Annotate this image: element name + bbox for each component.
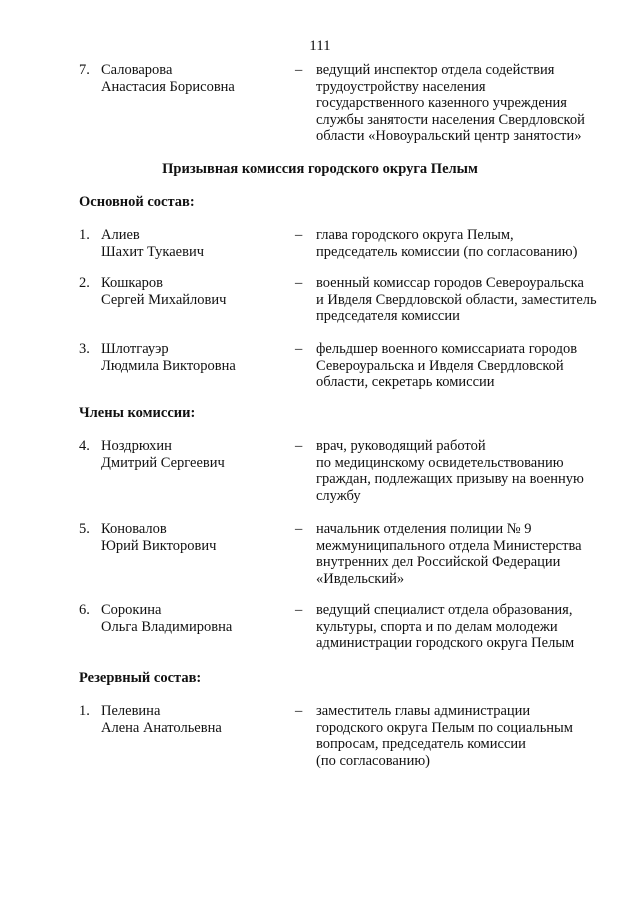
position-description: фельдшер военного комиссариата городов Североуральска и Ивделя Свердловской области, секретарь комиссии [316,341,578,390]
entry-number: 2. [79,275,90,291]
person-name: Саловарова Анастасия Борисовна [101,62,235,95]
position-description: ведущий специалист отдела образования, культуры, спорта и по делам молодежи администрации городского округа Пелым [316,602,575,651]
person-name: Пелевина Алена Анатольевна [101,703,222,736]
dash-separator: – [295,227,303,243]
entry-number: 5. [79,521,90,537]
dash-separator: – [295,275,303,291]
person-name: Шлотгауэр Людмила Викторовна [101,341,236,374]
entry-number: 1. [79,703,90,719]
entry-number: 1. [79,227,90,243]
entry-number: 3. [79,341,90,357]
dash-separator: – [295,438,303,454]
dash-separator: – [295,703,303,719]
position-description: военный комиссар городов Североуральска и Ивделя Свердловской области, заместитель председателя комиссии [316,275,597,324]
person-name: Сорокина Ольга Владимировна [101,602,233,635]
dash-separator: – [295,341,303,357]
page-number: 111 [309,38,331,54]
position-description: начальник отделения полиции № 9 межмуниципального отдела Министерства внутренних дел Российской Федерации «Ивдельский» [316,521,582,587]
position-description: врач, руководящий работой по медицинскому освидетельствованию граждан, подлежащих призыву на военную службу [316,438,584,504]
commission-title: Призывная комиссия городского округа Пелым [162,161,478,177]
section-title: Члены комиссии: [79,405,196,421]
dash-separator: – [295,62,303,78]
section-title: Резервный состав: [79,670,202,686]
dash-separator: – [295,602,303,618]
person-name: Кошкаров Сергей Михайлович [101,275,227,308]
entry-number: 7. [79,62,90,78]
position-description: глава городского округа Пелым, председатель комиссии (по согласованию) [316,227,578,260]
person-name: Алиев Шахит Тукаевич [101,227,205,260]
position-description: заместитель главы администрации городского округа Пелым по социальным вопросам, председатель комиссии (по согласованию) [316,703,573,769]
position-description: ведущий инспектор отдела содействия трудоустройству населения государственного казенного учреждения службы занятости населения Свердловской области «Новоуральский центр занятости» [316,62,585,144]
entry-number: 4. [79,438,90,454]
entry-number: 6. [79,602,90,618]
person-name: Коновалов Юрий Викторович [101,521,217,554]
dash-separator: – [295,521,303,537]
section-title: Основной состав: [79,194,195,210]
person-name: Ноздрюхин Дмитрий Сергеевич [101,438,225,471]
